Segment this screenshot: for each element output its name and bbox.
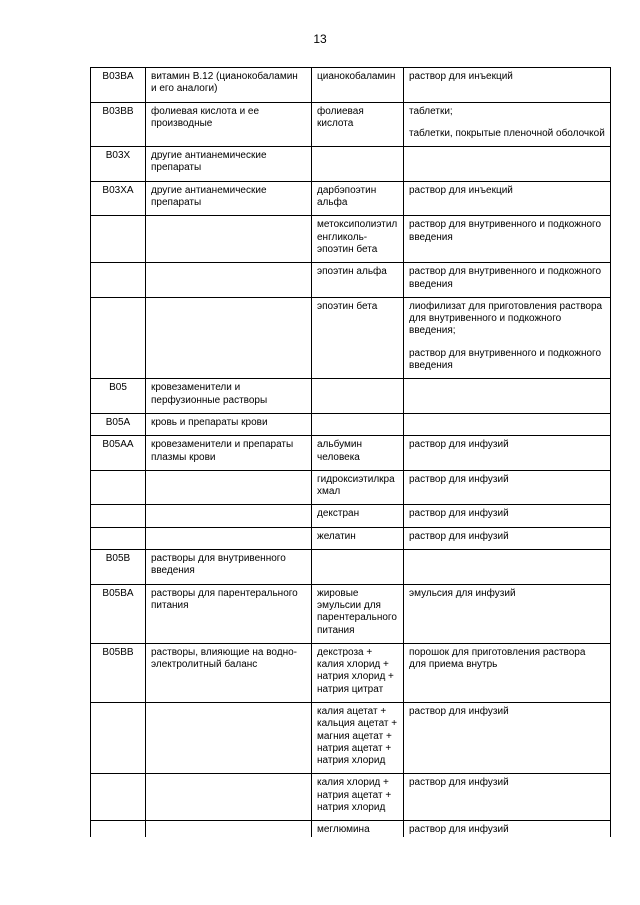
dosage-form-text: раствор для инфузий [409,530,509,542]
table-row [91,181,611,216]
atc-code-cell [91,821,146,837]
atc-group-cell: растворы для парентерального питания [146,584,312,643]
atc-group-cell [146,702,312,773]
drug-name-cell: калия ацетат + кальция ацетат + магния ацетат + натрия ацетат + натрия хлорид [312,702,404,773]
atc-group-cell: кровезаменители и перфузионные растворы [146,379,312,414]
dosage-form-cell [404,263,611,298]
atc-code-cell [91,297,146,378]
drug-name-cell: меглюмина [312,821,404,837]
dosage-form-cell [404,216,611,263]
drug-name-cell: желатин [312,527,404,549]
table-row [91,527,611,549]
dosage-form-text: раствор для инфузий [409,508,509,520]
dosage-form-cell [404,821,611,837]
table-row [91,263,611,298]
dosage-form-text: раствор для инфузий [409,439,509,451]
dosage-form-cell [404,436,611,471]
atc-code-cell: B03BB [91,102,146,147]
dosage-form-cell [404,550,611,585]
dosage-form-cell [404,527,611,549]
dosage-form-cell [404,470,611,505]
table-row [91,436,611,471]
dosage-form-cell [404,702,611,773]
drug-name-cell: декстроза + калия хлорид + натрия хлорид + натрия цитрат [312,643,404,702]
drug-name-cell: гидроксиэтилкрахмал [312,470,404,505]
dosage-form-cell [404,102,611,147]
dosage-form-cell [404,774,611,821]
dosage-form-cell [404,379,611,414]
table-row [91,550,611,585]
atc-code-cell [91,263,146,298]
atc-group-cell [146,774,312,821]
drug-name-cell [312,550,404,585]
dosage-form-text: раствор для инфузий [409,705,509,717]
dosage-form-text: раствор для внутривенного и подкожного введения [409,219,602,243]
drug-name-cell: эпоэтин бета [312,297,404,378]
dosage-form-text: раствор для инфузий [409,473,509,485]
atc-group-cell: растворы для внутривенного введения [146,550,312,585]
dosage-form-text: раствор для внутривенного и подкожного введения [409,347,602,372]
drug-name-cell: калия хлорид + натрия ацетат + натрия хлорид [312,774,404,821]
table-row [91,505,611,527]
atc-group-cell [146,505,312,527]
atc-group-cell [146,297,312,378]
atc-code-cell [91,216,146,263]
atc-group-cell: другие антианемические препараты [146,181,312,216]
dosage-form-cell [404,297,611,378]
atc-group-cell [146,470,312,505]
drug-name-cell: декстран [312,505,404,527]
drug-name-cell: жировые эмульсии для парентерального питания [312,584,404,643]
atc-code-cell: B05BA [91,584,146,643]
table-row [91,102,611,147]
table-row [91,68,611,103]
atc-code-cell: B03X [91,147,146,182]
atc-group-cell: кровь и препараты крови [146,413,312,435]
atc-group-cell [146,527,312,549]
dosage-form-text: таблетки, покрытые пленочной оболочкой [409,127,605,139]
dosage-form-text: раствор для инфузий [409,777,509,789]
atc-code-cell: B05 [91,379,146,414]
atc-code-cell: B05B [91,550,146,585]
atc-group-cell: другие антианемические препараты [146,147,312,182]
table-row [91,470,611,505]
table-row [91,379,611,414]
table-body [91,68,611,837]
atc-code-cell: B05AA [91,436,146,471]
dosage-form-text: таблетки; [409,105,453,117]
table-row [91,702,611,773]
dosage-form-cell [404,413,611,435]
dosage-form-text: эмульсия для инфузий [409,587,516,599]
atc-group-cell: кровезаменители и препараты плазмы крови [146,436,312,471]
atc-group-cell [146,216,312,263]
table-row [91,216,611,263]
drug-name-cell: альбумин человека [312,436,404,471]
table-row [91,147,611,182]
atc-group-cell: фолиевая кислота и ее производные [146,102,312,147]
drug-name-cell: эпоэтин альфа [312,263,404,298]
atc-code-cell [91,702,146,773]
drug-name-cell [312,413,404,435]
drug-name-cell: дарбэпоэтин альфа [312,181,404,216]
atc-code-cell [91,774,146,821]
dosage-form-cell [404,181,611,216]
table-row [91,413,611,435]
atc-group-cell: витамин B.12 (цианокобаламин и его аналоги) [146,68,312,103]
atc-group-cell [146,263,312,298]
drug-name-cell: цианокобаламин [312,68,404,103]
atc-code-cell: B05A [91,413,146,435]
drug-table [90,67,611,837]
dosage-form-text: раствор для инъекций [409,71,513,82]
dosage-form-cell [404,584,611,643]
drug-name-cell: фолиевая кислота [312,102,404,147]
table-row [91,774,611,821]
atc-group-cell: растворы, влияющие на водно-электролитный баланс [146,643,312,702]
dosage-form-text: раствор для инфузий [409,824,509,836]
table-row [91,584,611,643]
drug-name-cell [312,379,404,414]
dosage-form-text: раствор для внутривенного и подкожного введения [409,266,602,290]
atc-code-cell: B03BA [91,68,146,103]
table-row [91,643,611,702]
atc-code-cell: B03XA [91,181,146,216]
dosage-form-cell [404,68,611,103]
table-row [91,821,611,837]
atc-group-cell [146,821,312,837]
atc-code-cell [91,505,146,527]
dosage-form-cell [404,505,611,527]
atc-code-cell [91,470,146,505]
table-row [91,297,611,378]
dosage-form-text: лиофилизат для приготовления раствора для внутривенного и подкожного введения; [409,300,603,337]
dosage-form-text: раствор для инъекций [409,184,513,196]
dosage-form-cell [404,147,611,182]
drug-name-cell [312,147,404,182]
atc-code-cell [91,527,146,549]
dosage-form-text: порошок для приготовления раствора для приема внутрь [409,646,586,671]
page-number: 13 [313,32,327,46]
atc-code-cell: B05BB [91,643,146,702]
drug-name-cell: метоксиполиэтиленгликоль-эпоэтин бета [312,216,404,263]
dosage-form-cell [404,643,611,702]
